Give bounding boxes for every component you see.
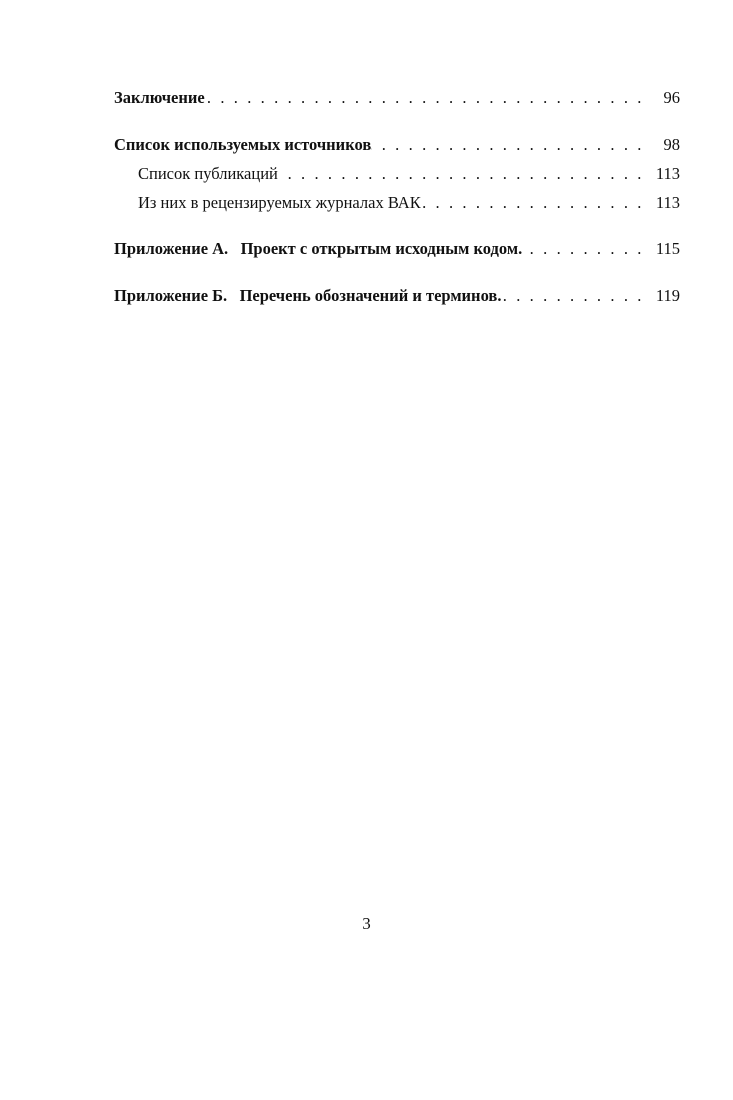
- toc-dot-leader: [371, 133, 650, 157]
- toc-entry-title: Заключение: [114, 88, 205, 107]
- toc-dot-leader: [205, 86, 650, 110]
- toc-entry-page: 113: [655, 193, 680, 212]
- toc-dot-leader: [522, 237, 650, 261]
- toc-entry-title: [114, 237, 522, 261]
- toc-entry-conclusion[interactable]: [114, 86, 680, 110]
- toc-entry-references[interactable]: [114, 133, 680, 157]
- toc-entry-page: 119: [655, 286, 680, 305]
- toc-entry-vak-journals[interactable]: [138, 191, 680, 215]
- toc-entry-appendix-b[interactable]: [114, 284, 680, 308]
- toc-entry-heading: Перечень обозначений и терминов.: [239, 286, 502, 305]
- page-number: 3: [362, 914, 371, 933]
- toc-entry-label: Приложение Б.: [114, 286, 228, 305]
- toc-entry-title: Из них в рецензируемых журналах ВАК: [138, 193, 421, 212]
- toc-entry-appendix-a[interactable]: [114, 237, 680, 261]
- toc-entry-title: Список используемых источников: [114, 135, 372, 154]
- toc-entry-title: Список публикаций: [138, 164, 278, 183]
- toc-entry-label: Приложение А.: [114, 239, 229, 258]
- toc-entry-page: 96: [663, 88, 680, 107]
- toc-dot-leader: [501, 284, 650, 308]
- toc-dot-leader: [278, 162, 650, 186]
- toc-entry-page: 115: [655, 239, 680, 258]
- toc-entry-heading: Проект с открытым исходным кодом.: [240, 239, 523, 258]
- toc-dot-leader: [421, 191, 650, 215]
- toc-entry-title: [114, 284, 501, 308]
- toc-entry-page: 113: [655, 164, 680, 183]
- toc-entry-publications[interactable]: [138, 162, 680, 186]
- toc-entry-page: 98: [663, 135, 680, 154]
